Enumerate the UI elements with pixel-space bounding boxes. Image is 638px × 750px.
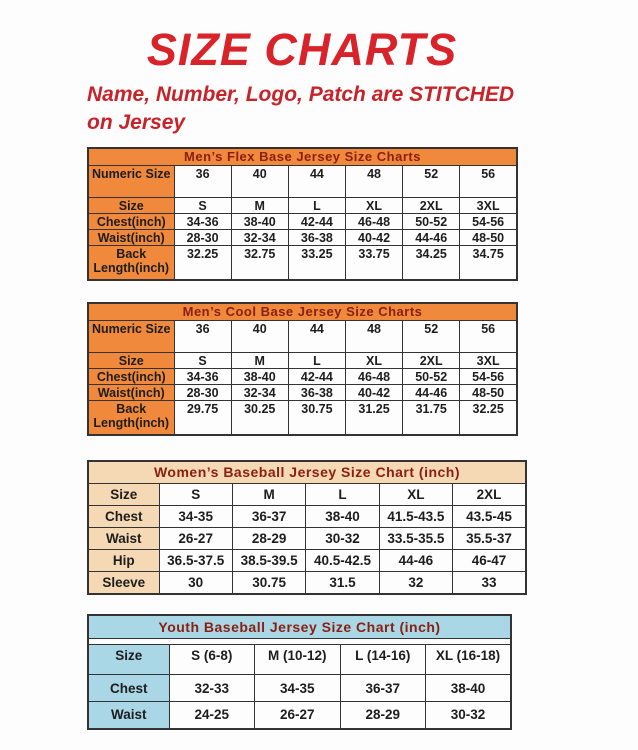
page-subtitle: [87, 81, 557, 136]
womens-baseball-cell: 35.5-37: [453, 528, 526, 550]
womens-baseball-cell: 36.5-37.5: [159, 550, 232, 572]
womens-baseball-cell: 31.5: [306, 572, 379, 594]
mens-cool-base-cell: 46-48: [345, 369, 402, 385]
mens-cool-base-cell: 31.75: [403, 401, 460, 435]
mens-cool-base-cell: 44-46: [403, 385, 460, 401]
womens-baseball-cell: 30: [159, 572, 232, 594]
mens-cool-base-cell: 54-56: [460, 369, 517, 385]
womens-baseball-cell: 43.5-45: [453, 506, 526, 528]
youth-baseball-size-table: [87, 614, 512, 730]
mens-cool-base-cell: 52: [403, 321, 460, 353]
youth-baseball-cell: 24-25: [169, 702, 255, 729]
womens-baseball-cell: M: [232, 484, 305, 506]
mens-flex-base-cell: L: [288, 198, 345, 214]
mens-flex-base-row-label: Numeric Size: [88, 166, 174, 198]
womens-baseball-cell: 30.75: [232, 572, 305, 594]
womens-baseball-size-table: [87, 460, 527, 595]
youth-baseball-cell: M (10-12): [255, 645, 341, 675]
womens-baseball-cell: 32: [379, 572, 452, 594]
womens-baseball-row-label: Hip: [88, 550, 159, 572]
mens-flex-base-cell: 48: [345, 166, 402, 198]
womens-baseball-cell: 40.5-42.5: [306, 550, 379, 572]
mens-cool-base-cell: 36-38: [288, 385, 345, 401]
mens-cool-base-size-table: [87, 302, 518, 436]
mens-cool-base-cell: 50-52: [403, 369, 460, 385]
mens-cool-base-cell: S: [174, 353, 231, 369]
mens-flex-base-cell: 54-56: [460, 214, 517, 230]
womens-baseball-row-label: Chest: [88, 506, 159, 528]
womens-baseball-cell: 30-32: [306, 528, 379, 550]
mens-flex-base-cell: 32.75: [231, 246, 288, 280]
youth-baseball-cell: 36-37: [340, 675, 426, 702]
mens-flex-base-cell: 3XL: [460, 198, 517, 214]
mens-cool-base-cell: 3XL: [460, 353, 517, 369]
mens-flex-base-cell: S: [174, 198, 231, 214]
youth-baseball-row-label: Chest: [88, 675, 169, 702]
mens-cool-base-cell: 32.25: [460, 401, 517, 435]
womens-baseball-cell: 33: [453, 572, 526, 594]
mens-flex-base-row-label: Waist(inch): [88, 230, 174, 246]
mens-flex-base-cell: 46-48: [345, 214, 402, 230]
mens-cool-base-cell: M: [231, 353, 288, 369]
mens-cool-base-cell: 2XL: [403, 353, 460, 369]
womens-baseball-cell: 2XL: [453, 484, 526, 506]
mens-flex-base-cell: 40-42: [345, 230, 402, 246]
mens-cool-base-cell: 28-30: [174, 385, 231, 401]
womens-baseball-cell: 38-40: [306, 506, 379, 528]
mens-cool-base-cell: XL: [345, 353, 402, 369]
youth-baseball-cell: 30-32: [426, 702, 512, 729]
mens-flex-base-cell: 33.75: [345, 246, 402, 280]
mens-cool-base-cell: 44: [288, 321, 345, 353]
mens-cool-base-cell: 48-50: [460, 385, 517, 401]
mens-cool-base-cell: 30.25: [231, 401, 288, 435]
mens-flex-base-cell: XL: [345, 198, 402, 214]
mens-cool-base-row-label: Numeric Size: [88, 321, 174, 353]
womens-baseball-row-label: Waist: [88, 528, 159, 550]
womens-baseball-cell: 46-47: [453, 550, 526, 572]
mens-flex-base-cell: 32-34: [231, 230, 288, 246]
mens-flex-base-row-label: Size: [88, 198, 174, 214]
mens-cool-base-row-label: Chest(inch): [88, 369, 174, 385]
mens-cool-base-row-label: Back Length(inch): [88, 401, 174, 435]
mens-flex-base-cell: 36: [174, 166, 231, 198]
womens-baseball-row-label: Sleeve: [88, 572, 159, 594]
mens-cool-base-row-label: Size: [88, 353, 174, 369]
youth-baseball-cell: 34-35: [255, 675, 341, 702]
mens-flex-base-cell: 44: [288, 166, 345, 198]
mens-flex-base-cell: 34.75: [460, 246, 517, 280]
subtitle-line-2: on Jersey: [87, 110, 186, 134]
mens-cool-base-cell: 56: [460, 321, 517, 353]
mens-cool-base-cell: 38-40: [231, 369, 288, 385]
womens-baseball-cell: 26-27: [159, 528, 232, 550]
mens-cool-base-title: Men’s Cool Base Jersey Size Charts: [88, 303, 517, 321]
womens-baseball-cell: 41.5-43.5: [379, 506, 452, 528]
mens-flex-base-cell: 40: [231, 166, 288, 198]
mens-flex-base-cell: 50-52: [403, 214, 460, 230]
mens-cool-base-cell: 32-34: [231, 385, 288, 401]
mens-flex-base-cell: 36-38: [288, 230, 345, 246]
womens-baseball-cell: 44-46: [379, 550, 452, 572]
youth-baseball-row-label: Waist: [88, 702, 169, 729]
mens-flex-base-row-label: Back Length(inch): [88, 246, 174, 280]
youth-baseball-cell: 26-27: [255, 702, 341, 729]
womens-baseball-cell: 34-35: [159, 506, 232, 528]
youth-baseball-cell: 38-40: [426, 675, 512, 702]
womens-baseball-cell: XL: [379, 484, 452, 506]
mens-cool-base-cell: 34-36: [174, 369, 231, 385]
mens-flex-base-cell: 34-36: [174, 214, 231, 230]
womens-baseball-row-label: Size: [88, 484, 159, 506]
mens-flex-base-cell: 28-30: [174, 230, 231, 246]
youth-baseball-cell: XL (16-18): [426, 645, 512, 675]
mens-flex-base-cell: 56: [460, 166, 517, 198]
mens-cool-base-cell: 40: [231, 321, 288, 353]
mens-flex-base-cell: 38-40: [231, 214, 288, 230]
youth-baseball-row-label: Size: [88, 645, 169, 675]
mens-cool-base-cell: 30.75: [288, 401, 345, 435]
mens-flex-base-size-table: [87, 147, 518, 281]
mens-cool-base-cell: L: [288, 353, 345, 369]
mens-flex-base-cell: 42-44: [288, 214, 345, 230]
mens-cool-base-row-label: Waist(inch): [88, 385, 174, 401]
page-title: SIZE CHARTS: [146, 24, 458, 75]
womens-baseball-cell: S: [159, 484, 232, 506]
mens-flex-base-row-label: Chest(inch): [88, 214, 174, 230]
subtitle-line-1: Name, Number, Logo, Patch are STITCHED: [87, 83, 515, 107]
mens-flex-base-title: Men’s Flex Base Jersey Size Charts: [88, 148, 517, 166]
womens-baseball-cell: 28-29: [232, 528, 305, 550]
womens-baseball-cell: L: [306, 484, 379, 506]
mens-flex-base-cell: 33.25: [288, 246, 345, 280]
womens-baseball-cell: 38.5-39.5: [232, 550, 305, 572]
womens-baseball-cell: 36-37: [232, 506, 305, 528]
mens-cool-base-cell: 29.75: [174, 401, 231, 435]
mens-cool-base-cell: 36: [174, 321, 231, 353]
mens-flex-base-cell: 2XL: [403, 198, 460, 214]
mens-flex-base-cell: M: [231, 198, 288, 214]
mens-flex-base-cell: 32.25: [174, 246, 231, 280]
mens-flex-base-cell: 48-50: [460, 230, 517, 246]
womens-baseball-cell: 33.5-35.5: [379, 528, 452, 550]
youth-baseball-cell: L (14-16): [340, 645, 426, 675]
mens-cool-base-cell: 48: [345, 321, 402, 353]
mens-flex-base-cell: 44-46: [403, 230, 460, 246]
youth-baseball-cell: S (6-8): [169, 645, 255, 675]
youth-baseball-title: Youth Baseball Jersey Size Chart (inch): [88, 615, 511, 639]
mens-flex-base-cell: 52: [403, 166, 460, 198]
youth-baseball-cell: 28-29: [340, 702, 426, 729]
mens-cool-base-cell: 31.25: [345, 401, 402, 435]
mens-cool-base-cell: 40-42: [345, 385, 402, 401]
mens-cool-base-cell: 42-44: [288, 369, 345, 385]
mens-flex-base-cell: 34.25: [403, 246, 460, 280]
womens-baseball-title: Women’s Baseball Jersey Size Chart (inch): [88, 461, 526, 484]
youth-baseball-cell: 32-33: [169, 675, 255, 702]
